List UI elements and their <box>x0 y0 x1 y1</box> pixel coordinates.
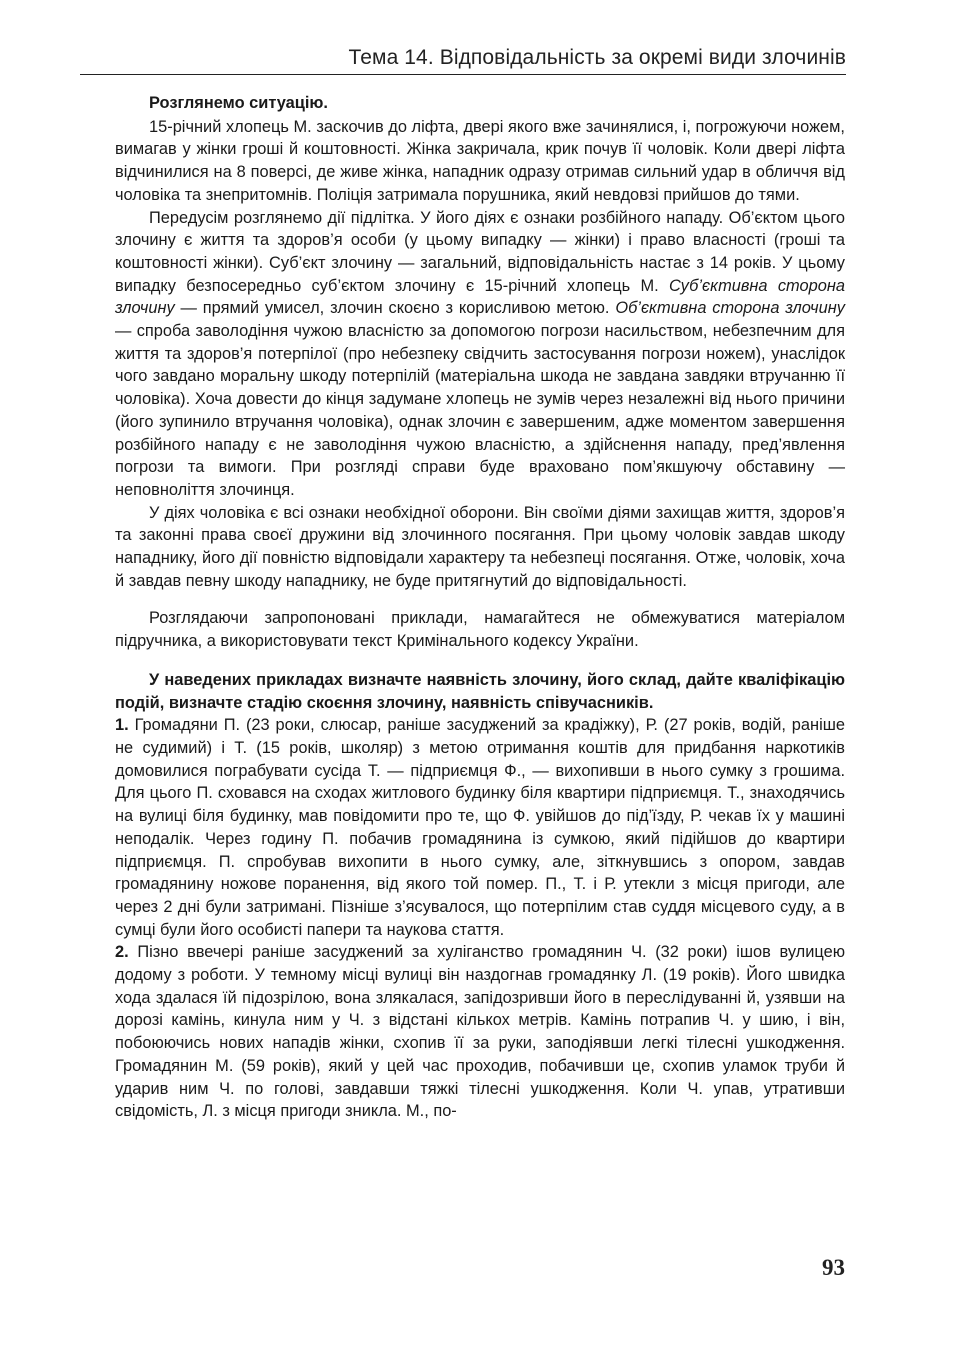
page-number: 93 <box>822 1255 845 1280</box>
objective-side-term: Об’єктивна сторона злочину <box>615 299 845 318</box>
paragraph-2-text-a: Передусім розглянемо дії підлітка. У його діях є ознаки розбійного нападу. Об’єктом цього злочину є життя та здоров’я особи (у цьому випадку — жінки) і право власності (гроші та коштовності жінки). Суб’єкт злочину — загальний, відповідальність настає з 14 років. У цьому випадку безпосередньо суб’єктом злочину є 15-річний хлопець М. <box>115 208 845 295</box>
paragraph-2-text-b: — прямий умисел, злочин скоєно з корисливою метою. <box>174 299 616 318</box>
paragraph-2-text-c: — спроба заволодіння чужою власністю за допомогою погрози насильством, небезпечним для життя та здоров’я потерпілої (про небезпеку свідчить застосування погрози ножем), унаслідок чого завдано моральну шкоду потерпілій (матеріальна шкода не завдана завдяки втручанню її чоловіка). Хоча довести до кінця задумане хлопець не зумів через незалежні від нього причини (його зупинило втручання чоловіка), однак злочин є завершеним, адже моментом завершення розбійного нападу є не заволодіння чужою власністю, а здійснення нападу, пред’явлення погрози та вимоги. При розгляді справи буде враховано пом’якшуючу обставину — неповноліття злочинця. <box>115 322 845 499</box>
task-text: Громадяни П. (23 роки, слюсар, раніше засуджений за крадіжку), Р. (27 років, водій, раніше не судимий) і Т. (15 років, школяр) з метою отримання коштів для придбання наркотиків домовилися пограбувати сусіда Т. — підприємця Ф., — вихопивши в нього сумку з грошима. Для цього П. сховався на сходах житлового будинку біля квартири підприємця. Т., знаходячись на вулиці біля будинку, мав повідомити про те, що Ф. увійшов до під’їзду, Р. чекав їх у машині неподалік. Через годину П. побачив громадянина із сумкою, який підійшов до квартири підприємця. П. спробував вихопити в нього сумку, але, зіткнувшись з опором, завдав громадянину ножове поранення, від якого той помер. П., Т. і Р. утекли з місця пригоди, але через 2 дні були затримані. Пізніше з’ясувалося, що потерпілим став суддя місцевого суду, а в сумці були його особисті папери та наукова стаття. <box>115 716 845 939</box>
subjective-side-term: Суб’єктивна сторона злочину <box>115 276 845 318</box>
page-content <box>115 92 845 1123</box>
task-item-1 <box>115 714 845 941</box>
situation-paragraph-1: 15-річний хлопець М. заскочив до ліфта, двері якого вже зачинялися, і, погрожуючи ножем, вимагав у жінки гроші й коштовності. Жінка закричала, крик почув її чоловік. Коли двері ліфта відчинилися на 8 поверсі, де живе жінка, нападник одразу отримав сильний удар в обличчя від чоловіка та знепритомнів. Поліція затримала порушника, який невдовзі прийшов до тями. <box>115 117 845 204</box>
running-header <box>80 44 846 75</box>
situation-heading: Розглянемо ситуацію. <box>149 94 328 112</box>
advice-paragraph: Розглядаючи запропоновані приклади, намагайтеся не обмежуватися матеріалом підручника, а використовувати текст Кримінального кодексу України. <box>115 609 845 651</box>
task-number: 2. <box>115 943 129 962</box>
tasks-heading: У наведених прикладах визначте наявність злочину, його склад, дайте кваліфікацію подій, визначте стадію скоєння злочину, наявність співучасників. <box>115 670 845 712</box>
task-number: 1. <box>115 716 129 735</box>
chapter-title: Тема 14. Відповідальність за окремі види злочинів <box>348 46 846 69</box>
situation-paragraph-3: У діях чоловіка є всі ознаки необхідної оборони. Він своїми діями захищав життя, здоров’я та законні права своєї дружини від злочинного посягання. При цьому чоловік завдав шкоду нападнику, його дії повністю відповідали характеру та небезпеці посягання. Отже, чоловік, хоча й завдав певну шкоду нападнику, не буде притягнутий до відповідальності. <box>115 503 845 590</box>
task-text: Пізно ввечері раніше засуджений за хуліганство громадянин Ч. (32 роки) ішов вулицею додому з роботи. У темному місці вулиці він наздогнав громадянку Л. (19 років). Його швидка хода здалася їй підозрілою, вона злякалася, запідозривши його в переслідуванні й, узявши на дорозі камінь, кинула ним у Ч. з відстані кількох метрів. Камінь потрапив Ч. у шию, і він, побоюючись нових нападів жінки, схопив її за руки, заподіявши легкі тілесні ушкодження. Громадянин М. (59 років), який у цей час проходив, побачивши це, схопив уламок труби й ударив ним Ч. по голові, завдавши тяжкі тілесні ушкодження. Коли Ч. упав, утративши свідомість, Л. з місця пригоди зникла. М., по- <box>115 943 845 1121</box>
task-item-2 <box>115 941 845 1123</box>
situation-paragraph-2 <box>115 207 845 502</box>
